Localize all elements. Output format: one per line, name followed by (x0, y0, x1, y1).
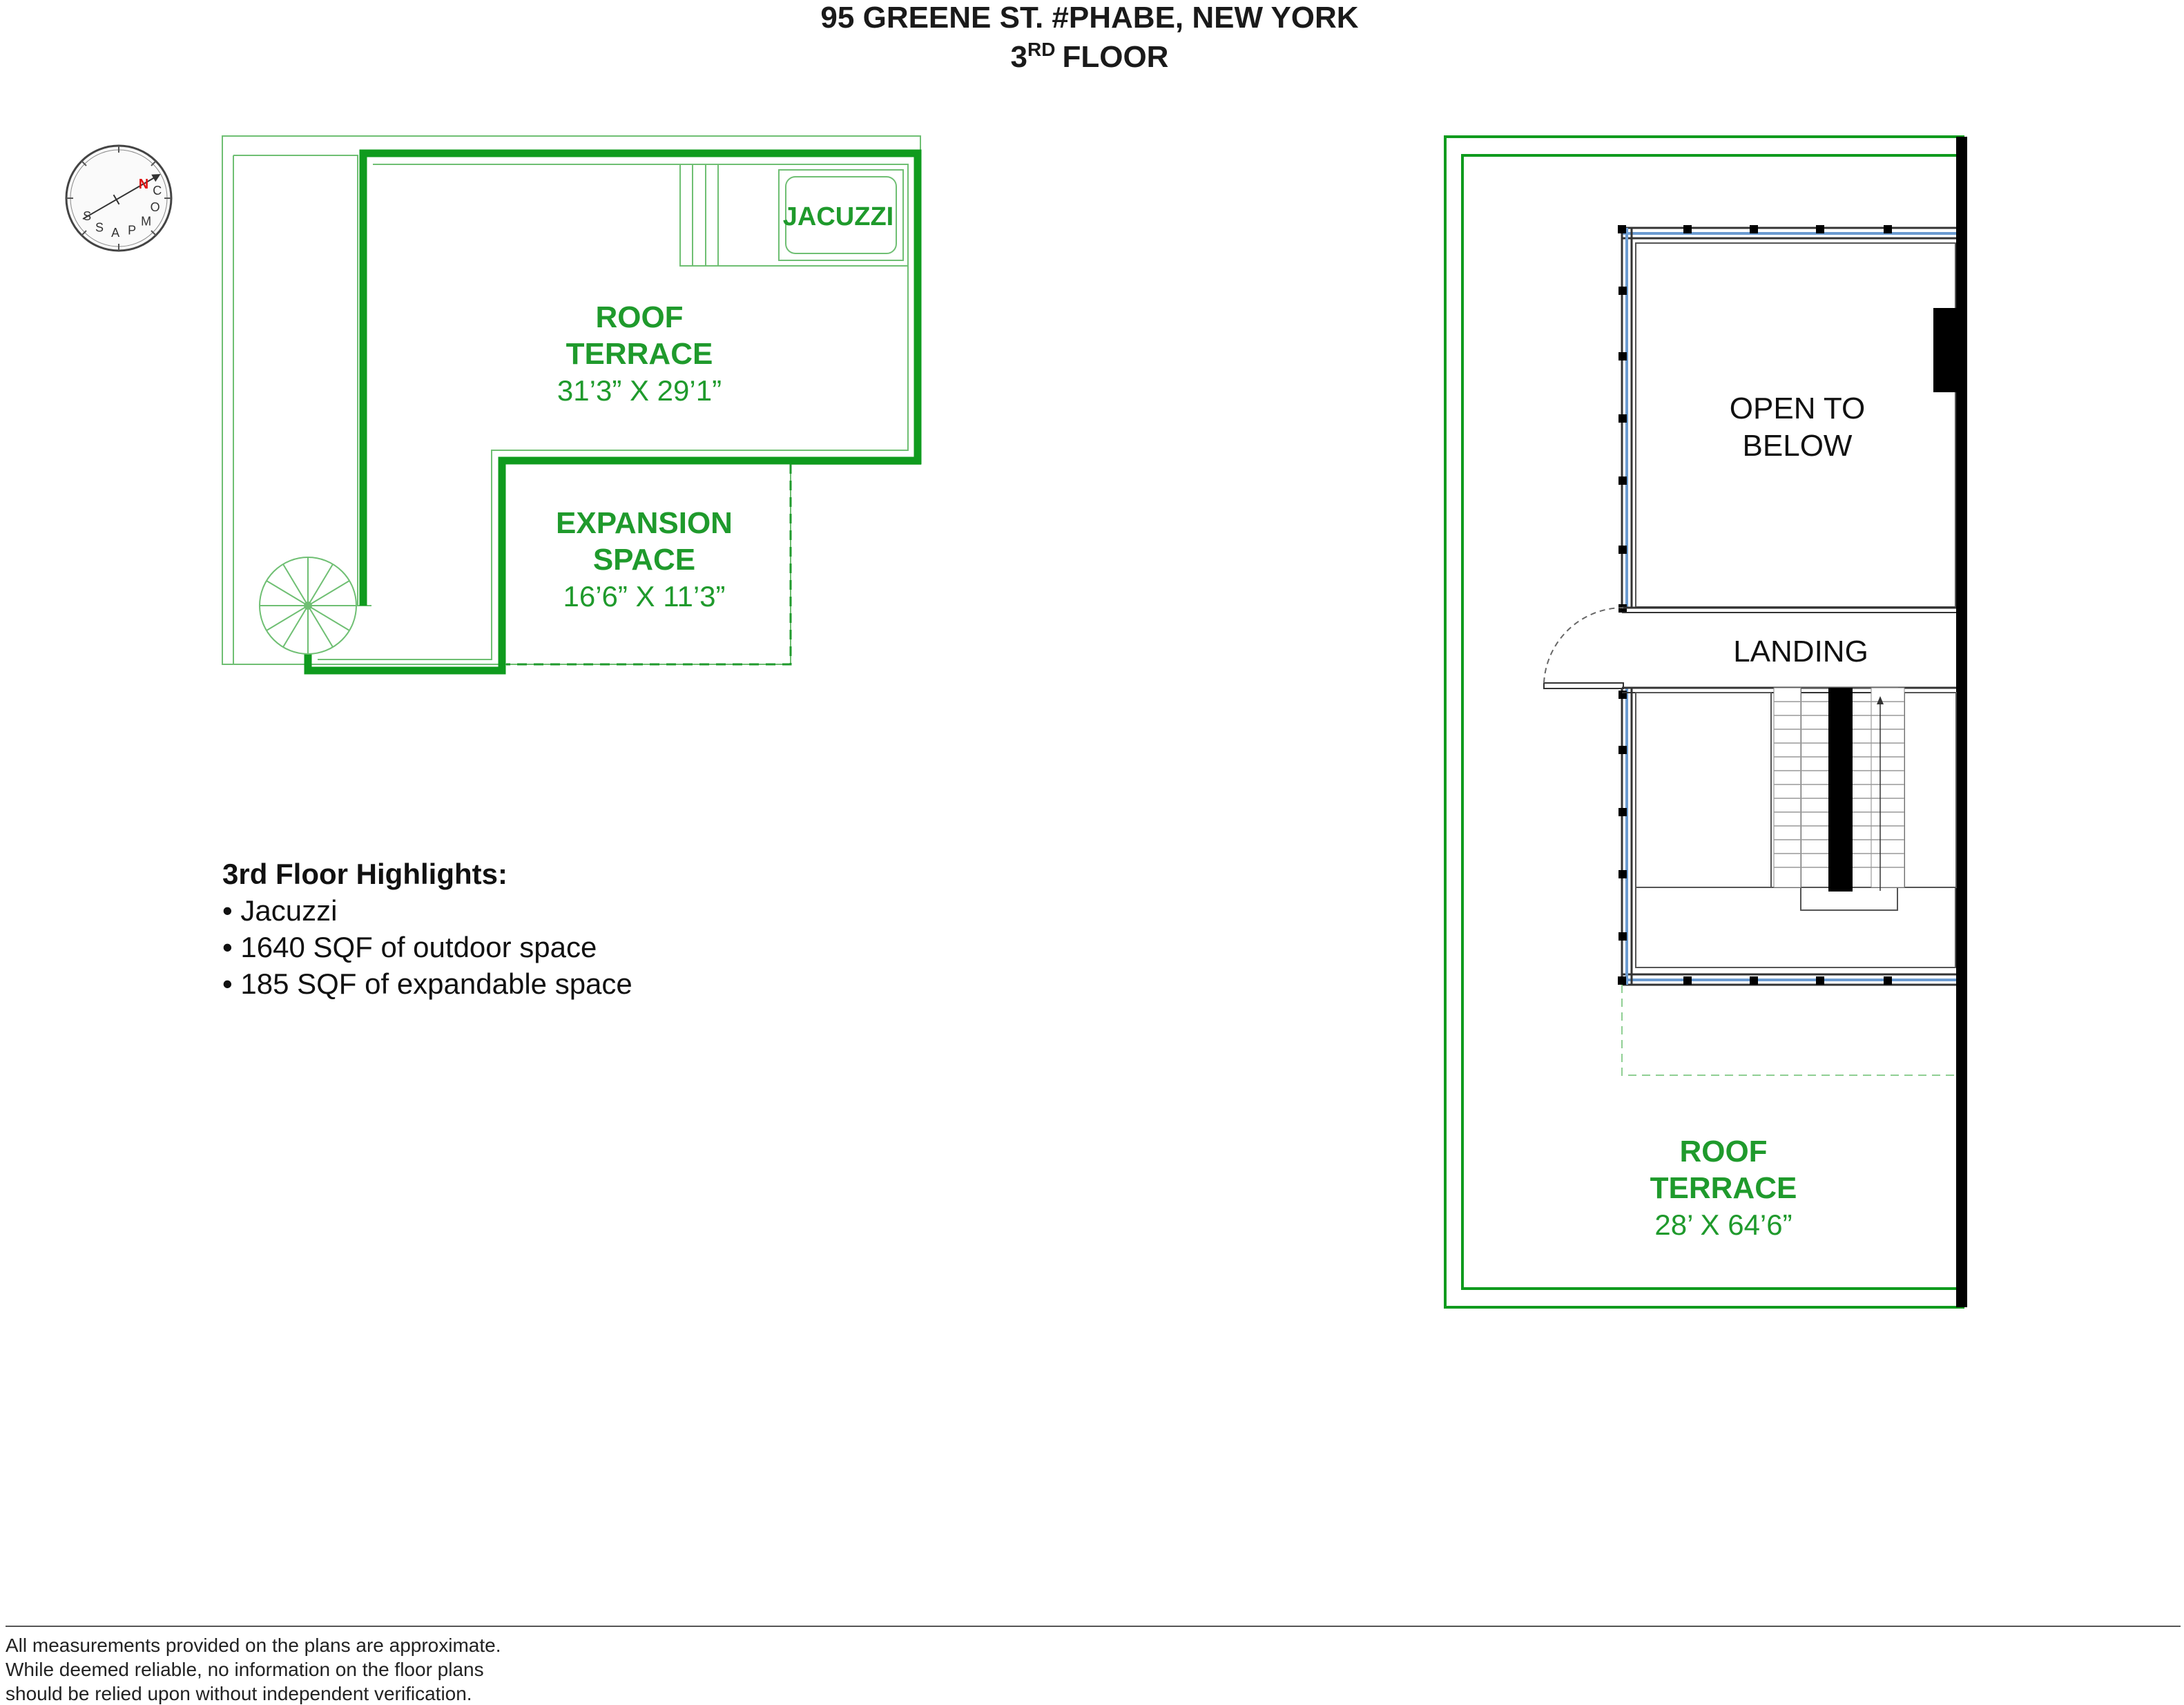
title-address: 95 GREENE ST. #PHABE, NEW YORK (820, 1, 1359, 35)
left-inner-parapet (233, 155, 371, 606)
compass-letter: A (111, 225, 120, 240)
compass-letter: S (95, 220, 104, 235)
highlights-item: • 1640 SQF of outdoor space (222, 931, 597, 963)
title-floor (1011, 39, 1169, 74)
staircase (1774, 688, 1904, 910)
chimney (1933, 308, 1957, 392)
east-party-wall (1956, 137, 1967, 1307)
compass-letter: C (153, 184, 162, 198)
title-floor-suffix: RD (1027, 39, 1056, 60)
right-roof-plan (1445, 137, 1967, 1307)
disclaimer-line: should be relied upon without independent verification. (6, 1683, 472, 1704)
disclaimer-line: While deemed reliable, no information on the floor plans (6, 1659, 484, 1680)
highlights-heading: 3rd Floor Highlights: (222, 858, 508, 890)
compass-north-label: N (138, 177, 149, 192)
expansion-dimensions: 16’6” X 11’3” (563, 580, 726, 613)
open-to-below-line1: OPEN TO (1729, 392, 1866, 425)
compass-letter: P (128, 223, 137, 238)
highlights-item: • Jacuzzi (222, 894, 338, 927)
expansion-label-line2: SPACE (592, 543, 696, 577)
roof-terrace-dimensions: 31’3” X 29’1” (557, 374, 722, 407)
open-to-below-line2: BELOW (1742, 429, 1853, 463)
right-roof-terrace-line2: TERRACE (1650, 1171, 1797, 1205)
right-dashed-boundary (1622, 985, 1956, 1075)
compass-letter: O (150, 200, 160, 215)
left-roof-plan (222, 136, 920, 671)
title-floor-number: 3 (1010, 40, 1028, 74)
jacuzzi-label: JACUZZI (782, 202, 894, 231)
disclaimer (6, 1635, 501, 1704)
roof-terrace-label-line2: TERRACE (566, 337, 713, 371)
highlights-list (222, 858, 632, 1000)
right-roof-terrace-dimensions: 28’ X 64’6” (1654, 1208, 1792, 1241)
highlights-item: • 185 SQF of expandable space (222, 967, 632, 1000)
spiral-stair (260, 557, 356, 654)
landing-label: LANDING (1733, 635, 1868, 668)
compass-letter: S (83, 209, 92, 224)
title-floor-word: FLOOR (1062, 40, 1169, 74)
roof-terrace-label-line1: ROOF (595, 300, 684, 334)
expansion-label-line1: EXPANSION (556, 506, 733, 540)
page-title (820, 1, 1358, 74)
right-roof-terrace-line1: ROOF (1679, 1135, 1768, 1168)
compass-icon (66, 146, 171, 251)
compass-letter: M (141, 214, 152, 229)
landing-door (1544, 608, 1623, 688)
disclaimer-line: All measurements provided on the plans are approximate. (6, 1635, 501, 1656)
